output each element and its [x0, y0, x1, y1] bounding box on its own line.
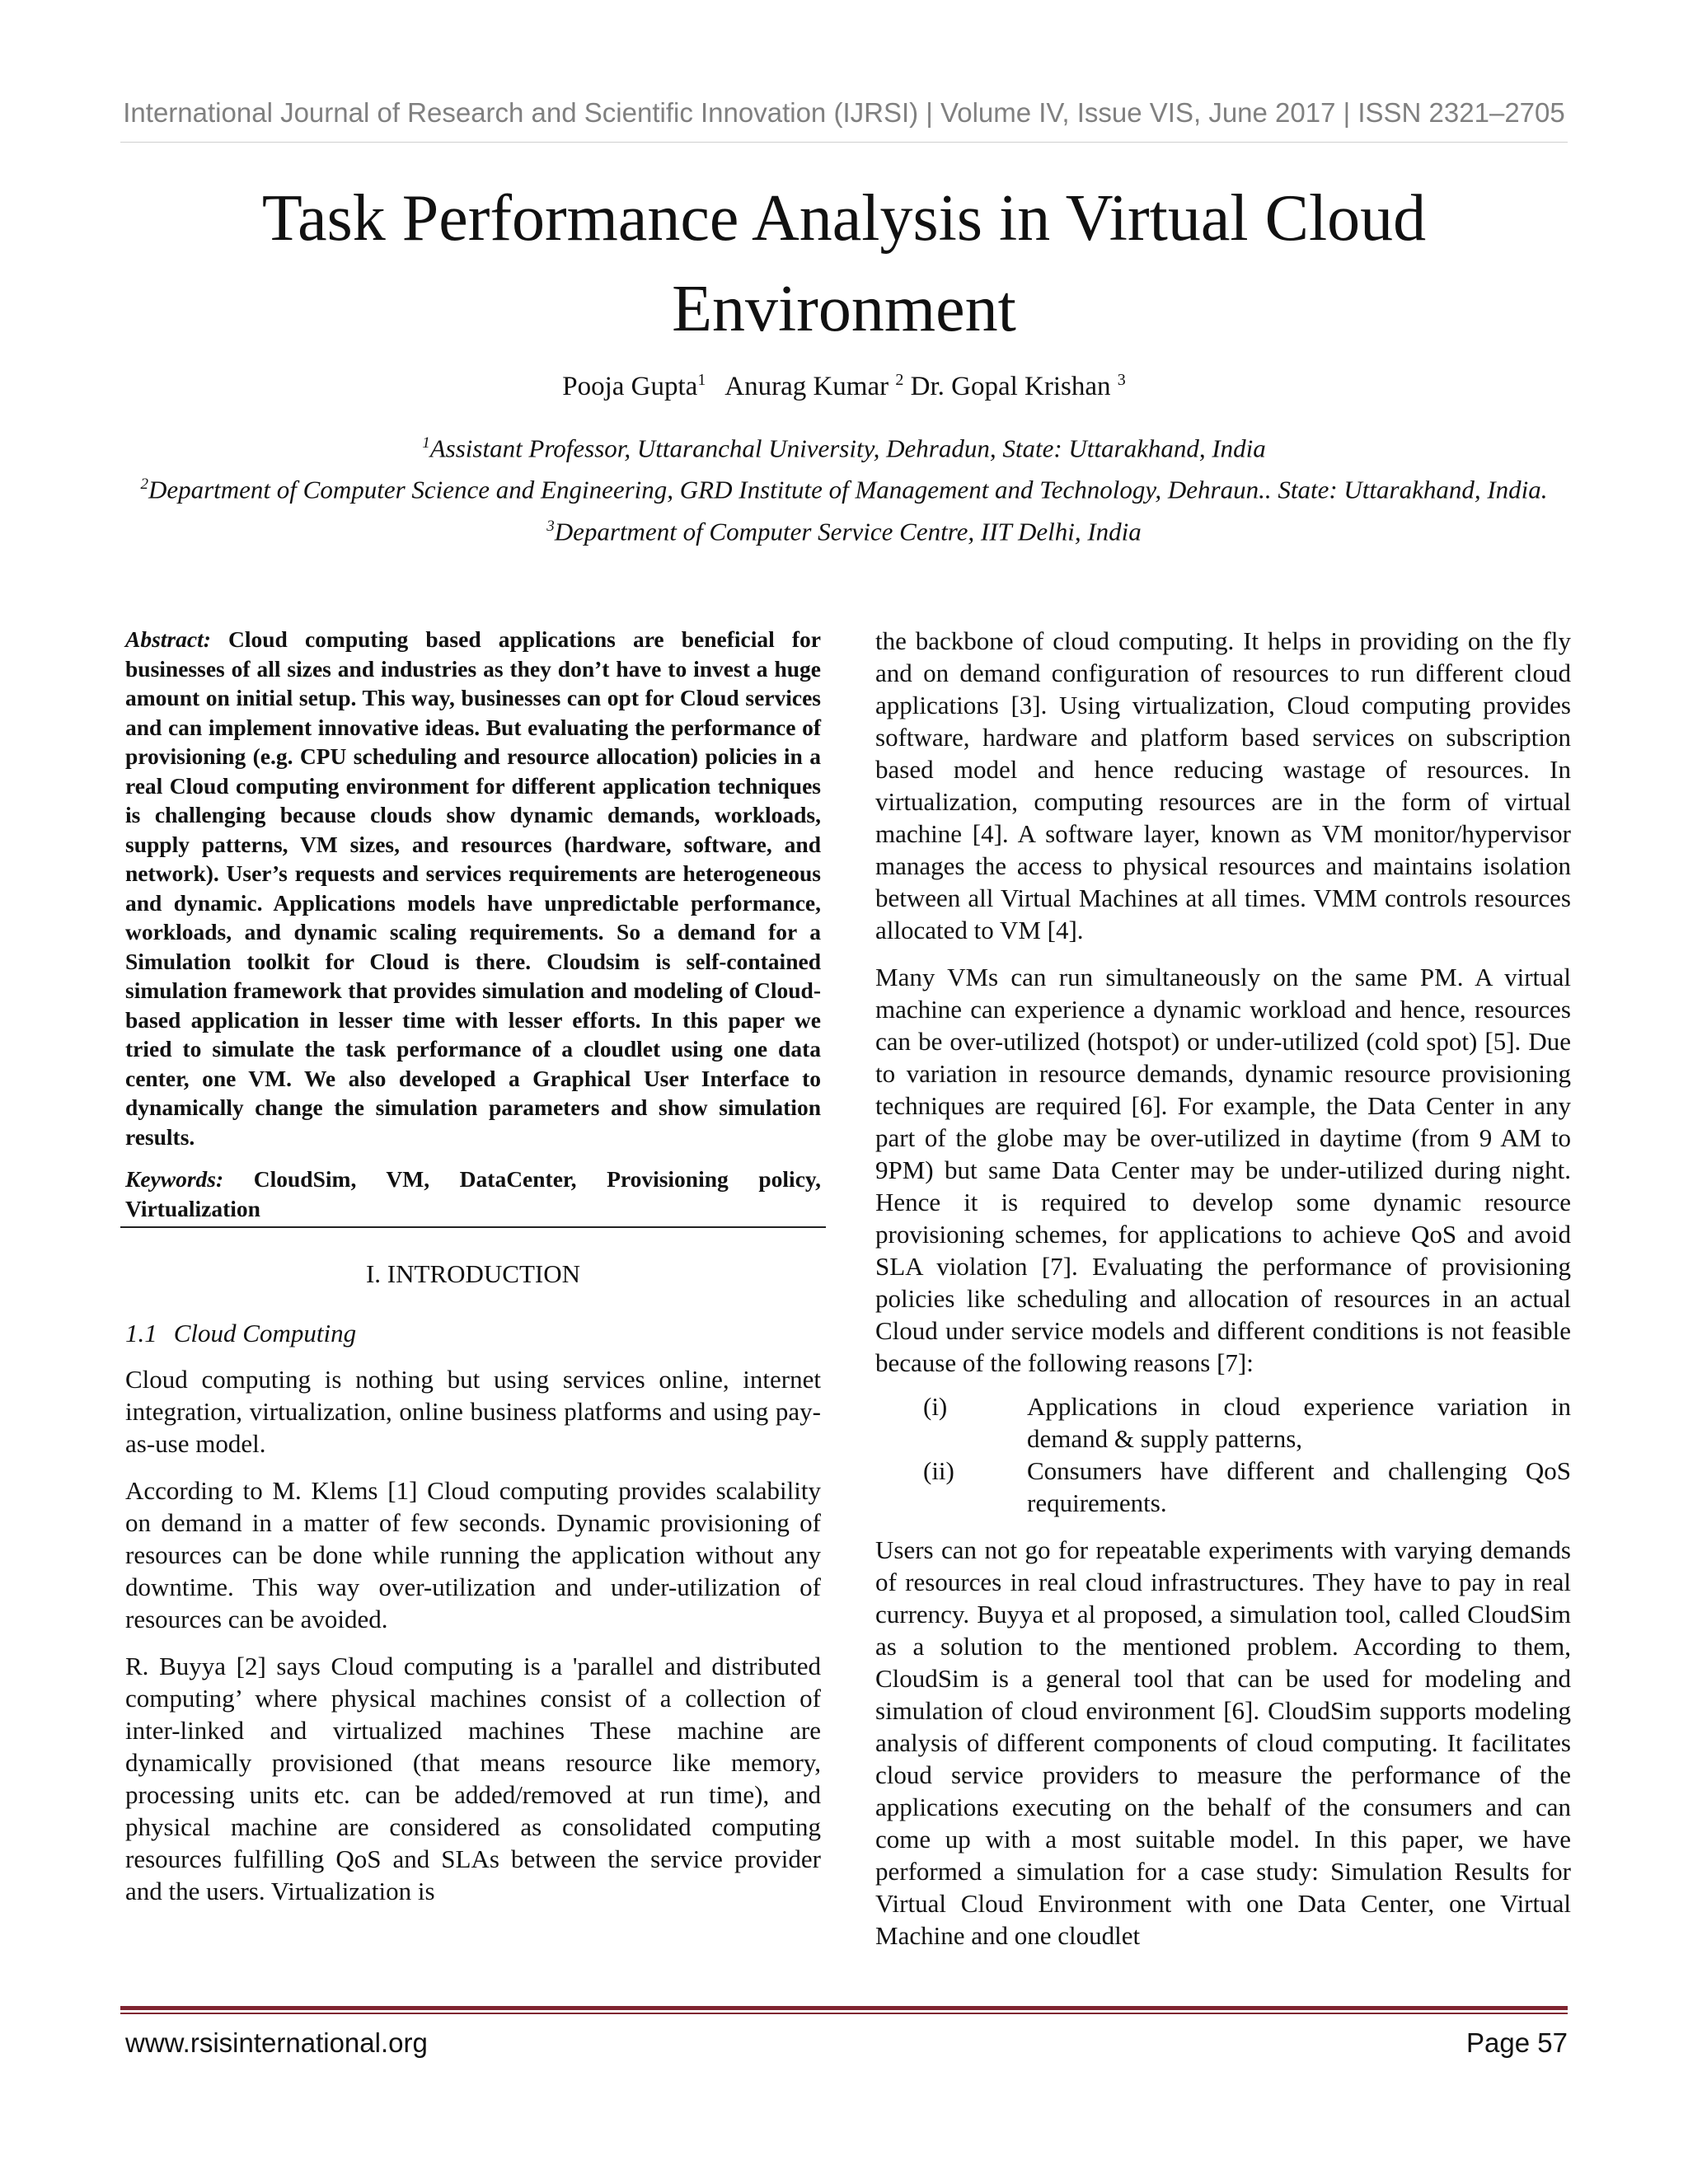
page-number: Page 57	[1466, 2027, 1568, 2058]
list-item	[875, 1455, 1571, 1519]
right-column	[875, 625, 1571, 1952]
abstract	[125, 625, 821, 1151]
paragraph: Cloud computing is nothing but using services online, internet integration, virtualization, online business platforms and using pay-as-use model.	[125, 1365, 821, 1458]
affiliation-mark: 2	[140, 476, 148, 494]
author-mark: 1	[697, 371, 706, 389]
author-mark: 2	[895, 371, 904, 389]
keywords-label: Keywords:	[125, 1166, 224, 1192]
list-item-text: Consumers have different and challenging QoS requirements.	[1027, 1456, 1571, 1517]
affiliation-2	[120, 466, 1568, 508]
affiliation-mark: 3	[546, 517, 555, 535]
paragraph: Many VMs can run simultaneously on the same PM. A virtual machine can experience a dynamic workload and hence, resources can be over-utilized (hotspot) or under-utilized (cold spot) [5]. Due to variation in resource demands, dynamic resource provisioning techniques are required [6]. For example, the Data Center in any part of the globe may be over-utilized in daytime (from 9 AM to 9PM) but same Data Center may be under-utilized during night. Hence it is required to develop some dynamic resource provisioning schemes, for applications to achieve QoS and avoid SLA violation [7]. Evaluating the performance of provisioning policies like scheduling and allocation of resources in an actual Cloud under service models and different conditions is not feasible because of the following reasons [7]:	[875, 963, 1571, 1377]
paper-title	[165, 173, 1523, 354]
paragraph: the backbone of cloud computing. It helps in providing on the fly and on demand configuration of resources to run different cloud applications [3]. Using virtualization, Cloud computing provides software, hardware and platform based services on subscription based model and hence reducing wastage of resources. In virtualization, computing resources are in the form of virtual machine [4]. A software layer, known as VM monitor/hypervisor manages the access to physical resources and maintains isolation between all Virtual Machines at all times. VMM controls resources allocated to VM [4].	[875, 626, 1571, 944]
list-item-number: (i)	[923, 1392, 948, 1421]
subsection-title: Cloud Computing	[173, 1319, 357, 1347]
affiliation-list	[120, 425, 1568, 550]
footer-rule-thin	[120, 2013, 1568, 2014]
affiliation-3	[120, 509, 1568, 550]
affiliation-1	[120, 425, 1568, 466]
author-name: Dr. Gopal Krishan	[910, 372, 1111, 401]
affiliation-text: Assistant Professor, Uttaranchal University, Dehradun, State: Uttarakhand, India	[429, 434, 1266, 463]
paragraph: According to M. Klems [1] Cloud computing provides scalability on demand in a matter of few seconds. Dynamic provisioning of resources can be done while running the application without any downtime. This way over-utilization and under-utilization of resources can be avoided.	[125, 1476, 821, 1633]
reasons-list	[875, 1390, 1571, 1519]
abstract-text: Cloud computing based applications are beneficial for businesses of all sizes and industries as they don’t have to invest a huge amount on initial setup. This way, businesses can opt for Cloud services and can implement innovative ideas. But evaluating the performance of provisioning (e.g. CPU scheduling and resource allocation) policies in a real Cloud computing environment for different application techniques is challenging because clouds show dynamic demands, workloads, supply patterns, VM sizes, and resources (hardware, software, and network). User’s requests and services requirements are heterogeneous and dynamic. Applications models have unpredictable performance, workloads, and dynamic scaling requirements. So a demand for a Simulation toolkit for Cloud is there. Cloudsim is self-contained simulation framework that provides simulation and modeling of Cloud-based application in lesser time with lesser efforts. In this paper we tried to simulate the task performance of a cloudlet using one data center, one VM. We also developed a Graphical User Interface to dynamically change the simulation parameters and show simulation results.	[125, 626, 822, 1150]
title-line-2: Environment	[672, 273, 1016, 345]
list-item-number: (ii)	[923, 1456, 954, 1485]
footer-url: www.rsisinternational.org	[125, 2027, 428, 2058]
footer-rule	[120, 2006, 1568, 2010]
header-rule	[120, 142, 1568, 143]
section-heading-introduction: I. INTRODUCTION	[365, 1259, 581, 1288]
subsection-heading	[125, 1319, 821, 1348]
title-line-1: Task Performance Analysis in Virtual Cloud	[261, 182, 1427, 255]
list-item	[875, 1390, 1571, 1455]
author-mark: 3	[1117, 371, 1126, 389]
subsection-number: 1.1	[125, 1319, 157, 1347]
running-header: International Journal of Research and Scientific Innovation (IJRSI) | Volume IV, Issue VIS, June 2017 | ISSN 2321–2705	[123, 97, 1565, 128]
affiliation-text: Department of Computer Science and Engineering, GRD Institute of Management and Technology, Dehraun.. State: Uttarakhand, India.	[148, 475, 1548, 504]
keywords-text: CloudSim, VM, DataCenter, Provisioning policy, Virtualization	[125, 1166, 822, 1221]
author-name: Pooja Gupta	[562, 372, 698, 401]
left-column	[125, 625, 821, 1907]
list-item-text: Applications in cloud experience variation in demand & supply patterns,	[1027, 1392, 1571, 1453]
paragraph: Users can not go for repeatable experiments with varying demands of resources in real cloud infrastructures. They have to pay in real currency. Buyya et al proposed, a simulation tool, called CloudSim as a solution to the mentioned problem. According to them, CloudSim is a general tool that can be used for modeling and simulation of cloud environment [6]. CloudSim supports modeling analysis of different components of cloud computing. It facilitates cloud service providers to measure the performance of the applications executing on the behalf of the consumers and can come up with a most suitable model. In this paper, we have performed a simulation for a case study: Simulation Results for Virtual Cloud Environment with one Data Center, one Virtual Machine and one cloudlet	[875, 1535, 1571, 1950]
keywords	[125, 1165, 821, 1223]
author-list	[120, 371, 1568, 402]
keywords-rule	[120, 1226, 826, 1228]
affiliation-text: Department of Computer Service Centre, IIT Delhi, India	[554, 516, 1142, 546]
author-name: Anurag Kumar	[724, 372, 889, 401]
abstract-label: Abstract:	[125, 626, 211, 652]
affiliation-mark: 1	[422, 434, 430, 452]
paragraph: R. Buyya [2] says Cloud computing is a 'parallel and distributed computing’ where physical machines consist of a collection of inter-linked and virtualized machines These machine are dynamically provisioned (that means resource like memory, processing units etc. can be added/removed at run time), and physical machine are considered as consolidated computing resources fulfilling QoS and SLAs between the service provider and the users. Virtualization is	[125, 1652, 821, 1905]
